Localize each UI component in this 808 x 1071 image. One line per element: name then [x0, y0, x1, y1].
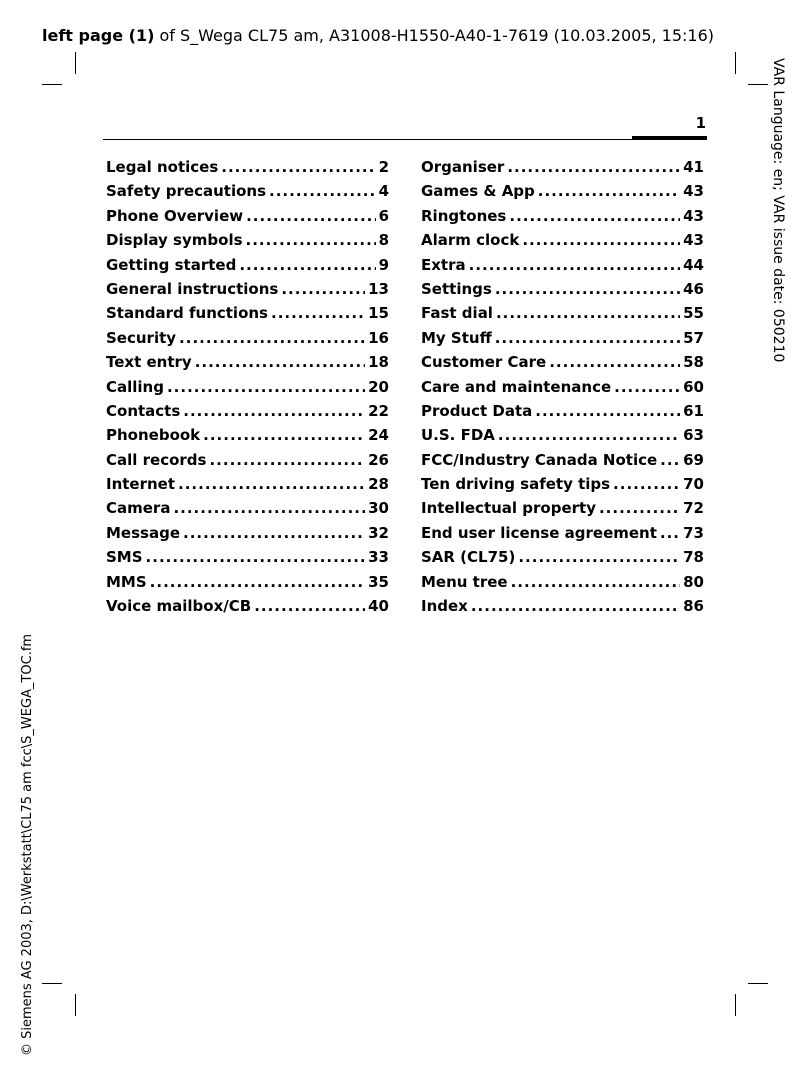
- toc-entry[interactable]: [421, 207, 704, 231]
- toc-leader-dots: [179, 329, 365, 347]
- toc-entry-page: 73: [683, 523, 704, 542]
- toc-entry-page: 61: [683, 401, 704, 420]
- crop-mark: [735, 52, 736, 74]
- toc-entry[interactable]: [106, 451, 389, 475]
- side-note-copyright: © Siemens AG 2003, D:\Werkstatt\CL75 am fcc\S_WEGA_TOC.fm: [20, 633, 35, 1056]
- toc-entry-title: Index: [421, 597, 468, 616]
- toc-entry-title: Customer Care: [421, 353, 547, 372]
- toc-leader-dots: [281, 280, 365, 298]
- toc-entry-page: 24: [368, 426, 389, 445]
- toc-leader-dots: [167, 378, 365, 396]
- crop-mark: [42, 983, 62, 984]
- toc-entry[interactable]: [421, 402, 704, 426]
- toc-entry[interactable]: [421, 353, 704, 377]
- toc-entry-page: 2: [378, 158, 389, 176]
- crop-mark: [75, 52, 76, 74]
- toc-entry[interactable]: [106, 280, 389, 304]
- toc-leader-dots: [183, 524, 365, 542]
- toc-entry-page: 40: [368, 597, 389, 616]
- toc-entry-title: General instructions: [106, 279, 279, 298]
- toc-entry-page: 35: [368, 572, 389, 591]
- toc-leader-dots: [271, 304, 365, 322]
- toc-entry-title: Phone Overview: [106, 206, 244, 225]
- toc-entry-page: 13: [368, 279, 389, 298]
- toc-leader-dots: [146, 548, 366, 566]
- page-number: 1: [695, 114, 706, 132]
- toc-leader-dots: [221, 158, 375, 176]
- toc-entry[interactable]: [106, 378, 389, 402]
- toc-leader-dots: [538, 182, 680, 200]
- toc-entry-page: 30: [368, 499, 389, 518]
- crop-mark: [748, 84, 768, 85]
- toc-leader-dots: [178, 475, 365, 493]
- toc-entry-title: Organiser: [421, 158, 505, 176]
- toc-entry-title: Voice mailbox/CB: [106, 597, 252, 616]
- header-rule: [103, 139, 707, 140]
- toc-entry[interactable]: [106, 353, 389, 377]
- toc-entry-title: Safety precautions: [106, 182, 267, 201]
- toc-entry[interactable]: [421, 231, 704, 255]
- toc-entry-title: End user license agreement: [421, 523, 657, 542]
- toc-leader-dots: [203, 426, 365, 444]
- toc-entry[interactable]: [106, 158, 389, 182]
- toc-entry-title: Display symbols: [106, 231, 243, 250]
- toc-leader-dots: [507, 158, 680, 176]
- toc-entry-page: 86: [683, 597, 704, 616]
- toc-entry-title: MMS: [106, 572, 147, 591]
- toc-leader-dots: [471, 597, 680, 615]
- toc-entry-title: Alarm clock: [421, 231, 520, 250]
- toc-leader-dots: [150, 573, 365, 591]
- toc-leader-dots: [173, 499, 365, 517]
- side-note-language: VAR Language: en; VAR issue date: 050210: [770, 58, 786, 363]
- toc-column-left: [106, 158, 389, 621]
- toc-leader-dots: [269, 182, 376, 200]
- toc-entry[interactable]: [421, 548, 704, 572]
- toc-leader-dots: [246, 207, 375, 225]
- toc-entry-page: 41: [683, 158, 704, 176]
- toc-entry-page: 43: [683, 182, 704, 201]
- toc-entry[interactable]: [421, 475, 704, 499]
- toc-entry[interactable]: [421, 182, 704, 206]
- toc-entry[interactable]: [421, 256, 704, 280]
- toc-entry-page: 32: [368, 523, 389, 542]
- toc-entry-title: Message: [106, 523, 180, 542]
- toc-entry[interactable]: [106, 256, 389, 280]
- toc-entry-title: U.S. FDA: [421, 426, 495, 445]
- toc-leader-dots: [495, 280, 680, 298]
- toc-leader-dots: [183, 402, 365, 420]
- toc-entry-page: 43: [683, 206, 704, 225]
- toc-entry-page: 58: [683, 353, 704, 372]
- toc-leader-dots: [660, 524, 680, 542]
- toc-leader-dots: [518, 548, 680, 566]
- toc-entry-title: Intellectual property: [421, 499, 596, 518]
- toc-entry-page: 20: [368, 377, 389, 396]
- toc-leader-dots: [511, 573, 681, 591]
- toc-entry-title: Calling: [106, 377, 164, 396]
- toc-entry[interactable]: [106, 548, 389, 572]
- toc-entry-page: 80: [683, 572, 704, 591]
- toc-entry-title: Contacts: [106, 401, 181, 420]
- toc-leader-dots: [195, 353, 365, 371]
- toc-entry-title: Settings: [421, 279, 492, 298]
- toc-entry[interactable]: [421, 597, 704, 621]
- toc-entry[interactable]: [421, 304, 704, 328]
- toc-leader-dots: [509, 207, 680, 225]
- toc-entry[interactable]: [421, 378, 704, 402]
- toc-leader-dots: [239, 256, 375, 274]
- toc-entry-page: 33: [368, 548, 389, 567]
- toc-entry-title: Phonebook: [106, 426, 201, 445]
- toc-entry-page: 57: [683, 328, 704, 347]
- toc-entry-page: 69: [683, 450, 704, 469]
- toc-entry[interactable]: [421, 329, 704, 353]
- crop-mark: [735, 994, 736, 1016]
- toc-entry-page: 9: [378, 255, 389, 274]
- toc-entry-title: Ringtones: [421, 206, 507, 225]
- file-header: [42, 26, 714, 45]
- toc-entry[interactable]: [421, 451, 704, 475]
- toc-entry-page: 18: [368, 353, 389, 372]
- toc-entry-title: Product Data: [421, 401, 533, 420]
- toc-entry-title: Security: [106, 328, 177, 347]
- toc-leader-dots: [495, 329, 680, 347]
- toc-entry-page: 43: [683, 231, 704, 250]
- toc-entry-page: 22: [368, 401, 389, 420]
- toc-entry-page: 16: [368, 328, 389, 347]
- toc-entry-page: 70: [683, 475, 704, 494]
- toc-entry[interactable]: [421, 573, 704, 597]
- toc-entry[interactable]: [106, 499, 389, 523]
- toc-entry-page: 15: [368, 304, 389, 323]
- toc-entry[interactable]: [106, 475, 389, 499]
- toc-entry-title: Text entry: [106, 353, 192, 372]
- header-rule-accent: [632, 136, 707, 140]
- toc-leader-dots: [660, 451, 680, 469]
- toc-entry[interactable]: [421, 499, 704, 523]
- header-page-label: left page (1): [42, 26, 155, 45]
- toc-leader-dots: [209, 451, 365, 469]
- crop-mark: [75, 994, 76, 1016]
- toc-leader-dots: [522, 231, 680, 249]
- toc-entry-page: 46: [683, 279, 704, 298]
- toc-entry-title: Care and maintenance: [421, 377, 612, 396]
- header-file-info: of S_Wega CL75 am, A31008-H1550-A40-1-7619 (10.03.2005, 15:16): [154, 26, 715, 45]
- toc-entry[interactable]: [106, 182, 389, 206]
- toc-entry[interactable]: [421, 158, 704, 182]
- toc-leader-dots: [535, 402, 680, 420]
- toc-entry-title: My Stuff: [421, 328, 492, 347]
- toc-entry[interactable]: [106, 573, 389, 597]
- toc-leader-dots: [246, 231, 376, 249]
- toc-entry-title: Ten driving safety tips: [421, 475, 611, 494]
- toc-entry[interactable]: [106, 329, 389, 353]
- toc-entry[interactable]: [421, 524, 704, 548]
- toc-entry-title: Standard functions: [106, 304, 268, 323]
- toc-leader-dots: [613, 475, 680, 493]
- toc-entry-page: 63: [683, 426, 704, 445]
- toc-entry[interactable]: [106, 402, 389, 426]
- toc-entry-title: Legal notices: [106, 158, 219, 176]
- toc-leader-dots: [599, 499, 680, 517]
- toc-entry-title: Getting started: [106, 255, 237, 274]
- toc-entry-title: SAR (CL75): [421, 548, 516, 567]
- toc-leader-dots: [496, 304, 680, 322]
- toc-entry[interactable]: [421, 426, 704, 450]
- toc-leader-dots: [498, 426, 680, 444]
- toc-entry-page: 8: [378, 231, 389, 250]
- toc-entry-title: Games & App: [421, 182, 535, 201]
- toc-entry-page: 4: [378, 182, 389, 201]
- toc-entry-title: Menu tree: [421, 572, 508, 591]
- crop-mark: [748, 983, 768, 984]
- toc-entry-title: Extra: [421, 255, 466, 274]
- toc-entry-page: 26: [368, 450, 389, 469]
- toc-entry[interactable]: [106, 524, 389, 548]
- toc-entry-title: SMS: [106, 548, 143, 567]
- toc-entry[interactable]: [106, 231, 389, 255]
- toc-entry-page: 28: [368, 475, 389, 494]
- toc-leader-dots: [549, 353, 680, 371]
- toc-entry-page: 44: [683, 255, 704, 274]
- toc-entry-page: 6: [378, 206, 389, 225]
- toc-entry-page: 72: [683, 499, 704, 518]
- toc-leader-dots: [254, 597, 365, 615]
- toc-leader-dots: [469, 256, 681, 274]
- toc-entry[interactable]: [106, 304, 389, 328]
- toc-entry-title: Call records: [106, 450, 207, 469]
- toc-entry[interactable]: [106, 597, 389, 621]
- toc-entry[interactable]: [106, 207, 389, 231]
- toc-entry[interactable]: [421, 280, 704, 304]
- toc-entry-page: 78: [683, 548, 704, 567]
- toc-entry-title: Camera: [106, 499, 171, 518]
- toc-entry[interactable]: [106, 426, 389, 450]
- toc-entry-page: 60: [683, 377, 704, 396]
- toc-entry-title: Fast dial: [421, 304, 493, 323]
- toc-entry-title: FCC/Industry Canada Notice: [421, 450, 658, 469]
- toc-column-right: [421, 158, 704, 621]
- toc-entry-title: Internet: [106, 475, 176, 494]
- toc-entry-page: 55: [683, 304, 704, 323]
- toc-leader-dots: [614, 378, 680, 396]
- crop-mark: [42, 84, 62, 85]
